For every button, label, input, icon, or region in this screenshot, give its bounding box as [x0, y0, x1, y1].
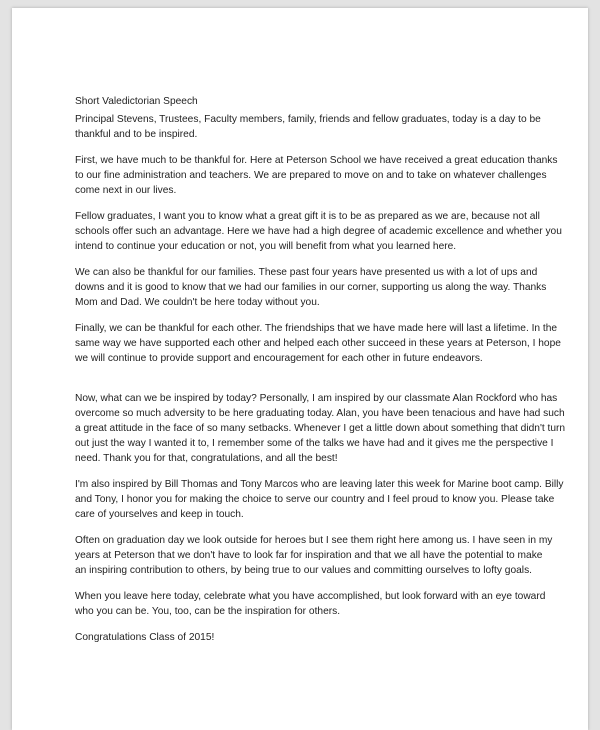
document-title: Short Valedictorian Speech: [75, 96, 198, 107]
paragraph-heroes: [75, 533, 553, 578]
text-line: out just the way I wanted it to, I remember some of the talks we have had and it gives me the perspective I: [75, 438, 554, 449]
text-line: intend to continue your education or not, you will benefit from what you learned here.: [75, 241, 457, 252]
text-line: need. Thank you for that, congratulations, and all the best!: [75, 453, 338, 464]
text-line: who you can be. You, too, can be the inspiration for others.: [75, 606, 341, 617]
text-line: overcome so much adversity to be here graduating today. Alan, you have been tenacious and have had such: [75, 408, 565, 419]
document-page: [12, 8, 588, 730]
text-line: an inspiring contribution to others, by being true to our values and committing ourselves to lofty goals.: [75, 565, 532, 576]
section-gap: [75, 377, 527, 391]
paragraph-salutation: [75, 112, 541, 142]
text-line: a great attitude in the face of so many setbacks. Whenever I get a little down about something that didn't turn: [75, 423, 566, 434]
paragraph-thankful-school: [75, 153, 558, 198]
text-line: First, we have much to be thankful for. Here at Peterson School we have received a great education thanks: [75, 155, 558, 166]
text-line: We can also be thankful for our families. These past four years have presented us with a lot of ups and: [75, 267, 538, 278]
text-line: downs and it is good to know that we had our families in our corner, supporting us along the way. Thanks: [75, 282, 547, 293]
text-line: care of yourselves and keep in touch.: [75, 509, 244, 520]
text-line: thankful and to be inspired.: [75, 129, 198, 140]
text-line: Congratulations Class of 2015!: [75, 632, 215, 643]
text-line: schools offer such an advantage. Here we have had a high degree of academic excellence and whether you: [75, 226, 562, 237]
paragraph-fellow-graduates: [75, 209, 562, 254]
paragraph-closing: [75, 630, 527, 645]
paragraph-each-other: [75, 321, 561, 366]
text-line: to our fine administration and teachers. We are prepared to move on and to take on whatever challenges: [75, 170, 547, 181]
text-line: same way we have supported each other and helped each other succeed in these years at Peterson, I hope: [75, 338, 561, 349]
text-line: we will continue to provide support and encouragement for each other in future endeavors.: [75, 353, 483, 364]
paragraph-inspired-alan: [75, 391, 566, 466]
paragraph-leave-today: [75, 589, 546, 619]
text-line: Mom and Dad. We couldn't be here today without you.: [75, 297, 320, 308]
paragraph-inspired-bill-tony: [75, 477, 564, 522]
text-line: Now, what can we be inspired by today? Personally, I am inspired by our classmate Alan Rockford who has: [75, 393, 558, 404]
document-body: [75, 94, 566, 656]
text-line: come next in our lives.: [75, 185, 177, 196]
text-line: I'm also inspired by Bill Thomas and Tony Marcos who are leaving later this week for Marine boot camp. Billy: [75, 479, 564, 490]
text-line: Often on graduation day we look outside for heroes but I see them right here among us. I have seen in my: [75, 535, 553, 546]
text-line: When you leave here today, celebrate what you have accomplished, but look forward with an eye toward: [75, 591, 546, 602]
text-line: Fellow graduates, I want you to know what a great gift it is to be as prepared as we are, because not all: [75, 211, 540, 222]
text-line: years at Peterson that we don't have to look far for inspiration and that we all have the potential to make: [75, 550, 543, 561]
text-line: Finally, we can be thankful for each other. The friendships that we have made here will last a lifetime. In the: [75, 323, 558, 334]
text-line: Principal Stevens, Trustees, Faculty members, family, friends and fellow graduates, today is a day to be: [75, 114, 541, 125]
paragraph-families: [75, 265, 547, 310]
text-line: and Tony, I honor you for making the choice to serve our country and I feel proud to know you. Please take: [75, 494, 555, 505]
